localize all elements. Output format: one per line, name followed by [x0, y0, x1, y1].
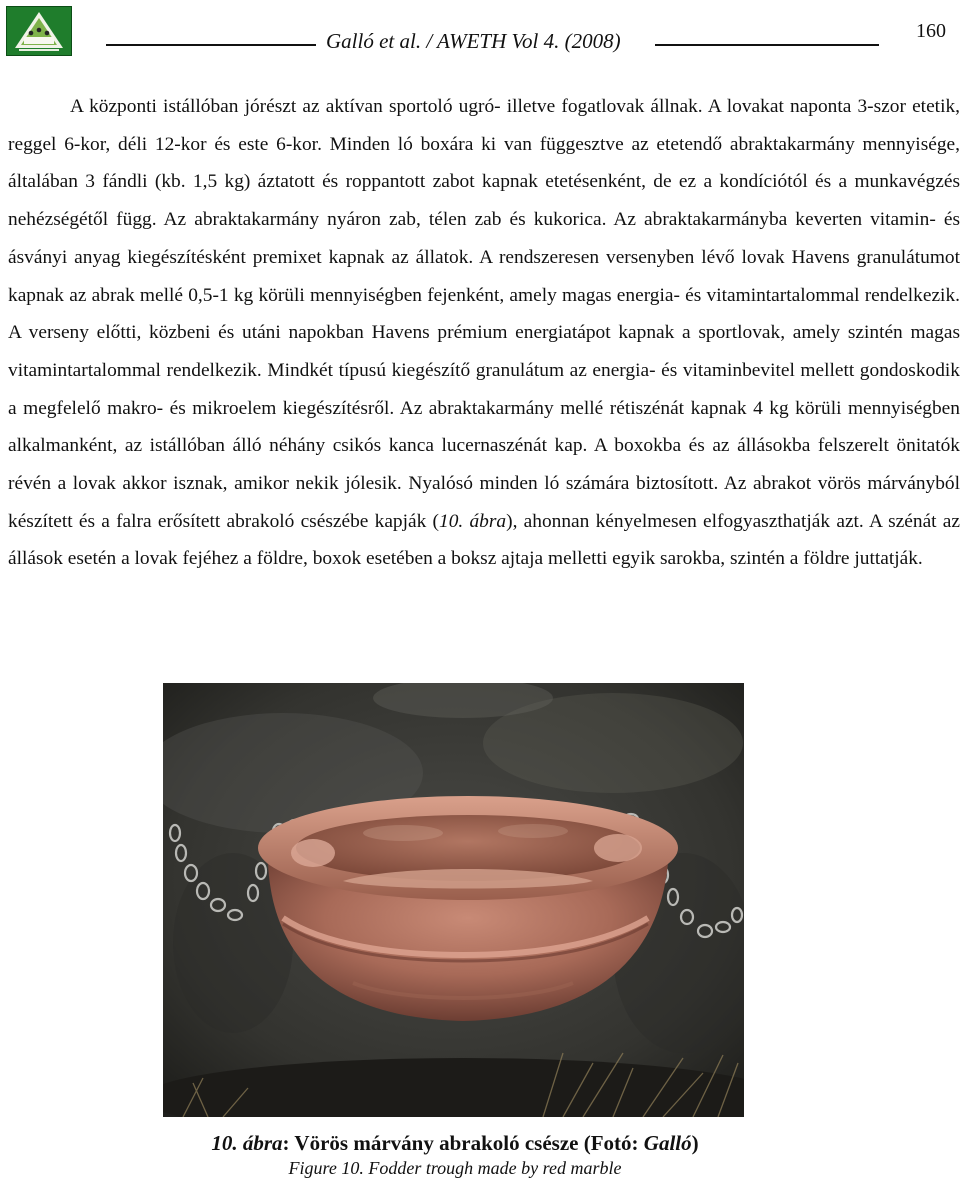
figure-caption [160, 1130, 750, 1156]
caption-separator: : [282, 1131, 295, 1155]
page-number: 160 [916, 20, 946, 42]
body-paragraph [8, 88, 960, 578]
caption-title: Vörös márvány abrakoló csésze (Fotó: [294, 1131, 644, 1155]
header-rule-left [106, 44, 316, 46]
figure-label: 10. ábra [211, 1131, 283, 1155]
figure-photo [163, 683, 744, 1117]
aweth-logo-icon [6, 6, 72, 56]
running-head: Galló et al. / AWETH Vol 4. (2008) [326, 29, 621, 53]
page-header [0, 0, 960, 70]
header-rule-right [655, 44, 879, 46]
figure-reference: 10. ábra [439, 510, 507, 532]
paragraph-text: A központi istállóban jórészt az aktívan sportoló ugró- illetve fogatlovak állnak. A lovakat naponta 3-szor etetik, reggel 6-kor, déli 12-kor és este 6-kor. Minden ló boxára ki van függesztve az etetendő abraktakarmány mennyisége, általában 3 fándli (kb. 1,5 kg) áztatott és roppantott zabot kapnak etetésenként, de ez a kondíciótól és a munkavégzés nehézségétől függ. Az abraktakarmány nyáron zab, télen zab és kukorica. Az abraktakarmányba keverten vitamin- és ásványi anyag kiegészítésként premixet kapnak az állatok. A rendszeresen versenyben lévő lovak Havens granulátumot kapnak az abrak mellé 0,5-1 kg körüli mennyiségben fejenként, amely magas energia- és vitamintartalommal rendelkezik. A verseny előtti, közbeni és utáni napokban Havens prémium energiatápot kapnak a sportlovak, amely szintén magas vitamintartalommal rendelkezik. Mindkét típusú kiegészítő granulátum az energia- és vitaminbevitel mellett gondoskodik a megfelelő makro- és mikroelem kiegészítésről. Az abraktakarmány mellé rétiszénát kapnak 4 kg körüli mennyiségben alkalmanként, az istállóban álló néhány csikós kanca lucernaszénát kap. A boxokba és az állásokba felszerelt önitatók révén a lovak akkor isznak, amikor nekik jólesik. Nyalósó minden ló számára biztosított. Az abrakot vörös márványból készített és a falra erősített abrakoló csészébe kapják ( [8, 96, 960, 532]
caption-close: ) [691, 1131, 699, 1155]
photo-author: Galló [643, 1131, 692, 1155]
figure-caption-english: Figure 10. Fodder trough made by red marble [288, 1158, 622, 1178]
paragraph-text-continued: ), ahonnan kényelmesen elfogyaszthatják azt. A szénát az állások esetén a lovak fejéhez a földre, boxok esetében a boksz ajtaja melletti egyik sarokba, szintén a földre juttatják. [8, 510, 960, 570]
